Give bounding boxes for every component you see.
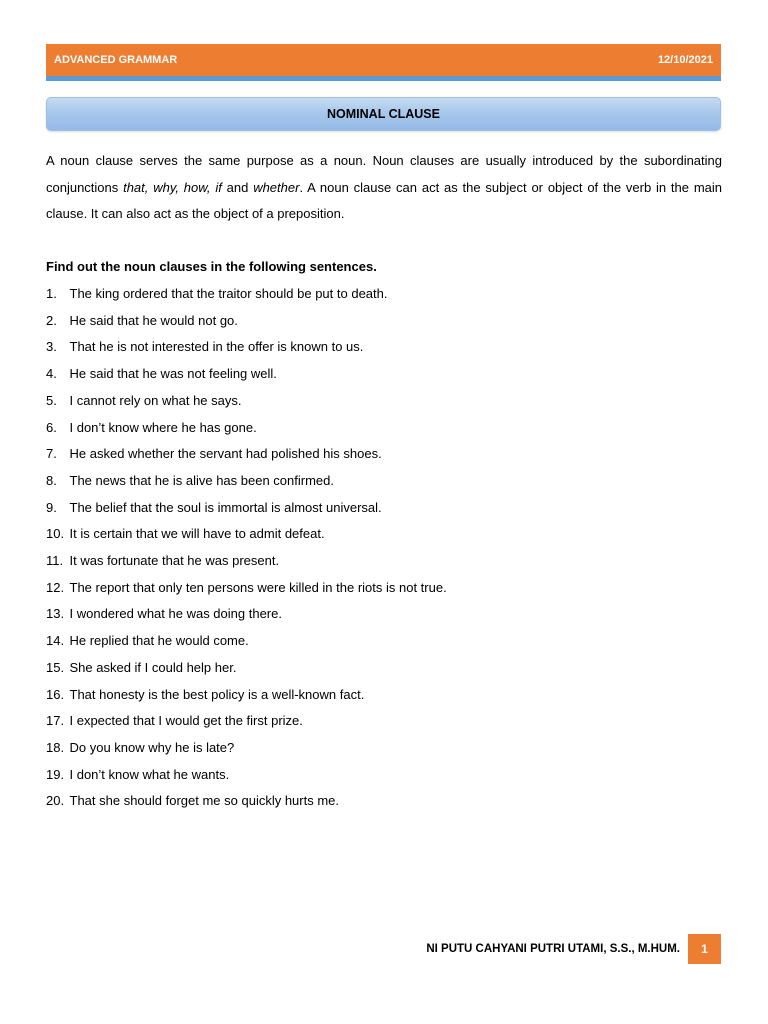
- sentence-list: [46, 281, 722, 815]
- header-bar: [46, 44, 721, 76]
- item-text: That she should forget me so quickly hurts me.: [69, 793, 340, 809]
- item-number: 9.: [46, 499, 57, 515]
- intro-paragraph: [46, 148, 722, 228]
- intro-italic-whether: whether: [253, 179, 300, 195]
- intro-text-1: A noun clause serves the same purpose as a noun. Noun clauses are usually introduced by the subordinating conjunctions: [46, 153, 722, 195]
- item-number: 14.: [46, 633, 65, 649]
- item-number: 18.: [46, 739, 65, 755]
- item-number: 15.: [46, 659, 65, 675]
- list-item: [46, 628, 722, 655]
- item-text: Do you know why he is late?: [69, 739, 235, 755]
- item-text: He said that he was not feeling well.: [69, 366, 277, 382]
- item-text: It was fortunate that he was present.: [69, 553, 280, 569]
- item-number: 19.: [46, 766, 65, 782]
- list-item: [46, 575, 722, 602]
- page-number: 1: [701, 942, 708, 956]
- item-number: 17.: [46, 713, 65, 729]
- item-text: I cannot rely on what he says.: [69, 392, 242, 408]
- list-item: [46, 495, 722, 522]
- list-item: [46, 762, 722, 789]
- item-text: The belief that the soul is immortal is almost universal.: [69, 499, 382, 515]
- item-number: 2.: [46, 312, 57, 328]
- item-number: 12.: [46, 579, 65, 595]
- item-text: The news that he is alive has been confirmed.: [69, 472, 334, 488]
- item-text: That he is not interested in the offer is known to us.: [69, 339, 364, 355]
- list-item: [46, 548, 722, 575]
- list-item: [46, 308, 722, 335]
- item-number: 16.: [46, 686, 65, 702]
- item-text: He asked whether the servant had polished his shoes.: [69, 446, 382, 462]
- item-number: 11.: [46, 553, 64, 569]
- list-item: [46, 415, 722, 442]
- item-text: The king ordered that the traitor should be put to death.: [69, 286, 388, 301]
- list-item: [46, 468, 722, 495]
- list-item: [46, 682, 722, 709]
- section-title: NOMINAL CLAUSE: [327, 107, 440, 121]
- item-text: She asked if I could help her.: [69, 659, 237, 675]
- item-number: 8.: [46, 472, 57, 488]
- item-text: I don’t know what he wants.: [69, 766, 230, 782]
- item-number: 13.: [46, 606, 65, 622]
- footer-author: NI PUTU CAHYANI PUTRI UTAMI, S.S., M.HUM.: [426, 943, 680, 955]
- intro-italic-conjunctions: that, why, how, if: [123, 179, 222, 195]
- item-text: He said that he would not go.: [69, 312, 238, 328]
- header-date: 12/10/2021: [657, 54, 713, 66]
- page-number-box: [688, 934, 721, 964]
- item-number: 10.: [46, 526, 65, 542]
- list-item: [46, 655, 722, 682]
- list-item: [46, 788, 722, 815]
- item-text: I wondered what he was doing there.: [69, 606, 282, 622]
- list-item: [46, 708, 722, 735]
- item-number: 5.: [46, 392, 57, 408]
- item-number: 4.: [46, 366, 57, 382]
- item-number: 7.: [46, 446, 57, 462]
- item-text: He replied that he would come.: [69, 633, 249, 649]
- course-title: ADVANCED GRAMMAR: [54, 54, 178, 66]
- list-item: [46, 281, 722, 308]
- item-number: 20.: [46, 793, 65, 809]
- item-text: That honesty is the best policy is a well-known fact.: [69, 686, 365, 702]
- item-text: I don’t know where he has gone.: [69, 419, 257, 435]
- intro-text-3: . A noun clause can act as the subject or object of the verb in the main clause. It can also act as the object of a preposition.: [46, 179, 722, 222]
- list-item: [46, 601, 722, 628]
- section-title-box: [46, 97, 721, 131]
- list-item: [46, 388, 722, 415]
- list-item: [46, 361, 722, 388]
- item-text: It is certain that we will have to admit defeat.: [69, 526, 325, 542]
- list-item: [46, 334, 722, 361]
- item-number: 1.: [46, 286, 57, 301]
- list-item: [46, 521, 722, 548]
- item-number: 6.: [46, 419, 57, 435]
- header-stripe: [46, 76, 721, 81]
- item-text: I expected that I would get the first prize.: [69, 713, 303, 729]
- item-text: The report that only ten persons were killed in the riots is not true.: [69, 579, 447, 595]
- exercise-instruction: Find out the noun clauses in the following sentences.: [46, 259, 377, 274]
- list-item: [46, 735, 722, 762]
- list-item: [46, 441, 722, 468]
- item-number: 3.: [46, 339, 57, 355]
- intro-text-2: and: [221, 179, 254, 195]
